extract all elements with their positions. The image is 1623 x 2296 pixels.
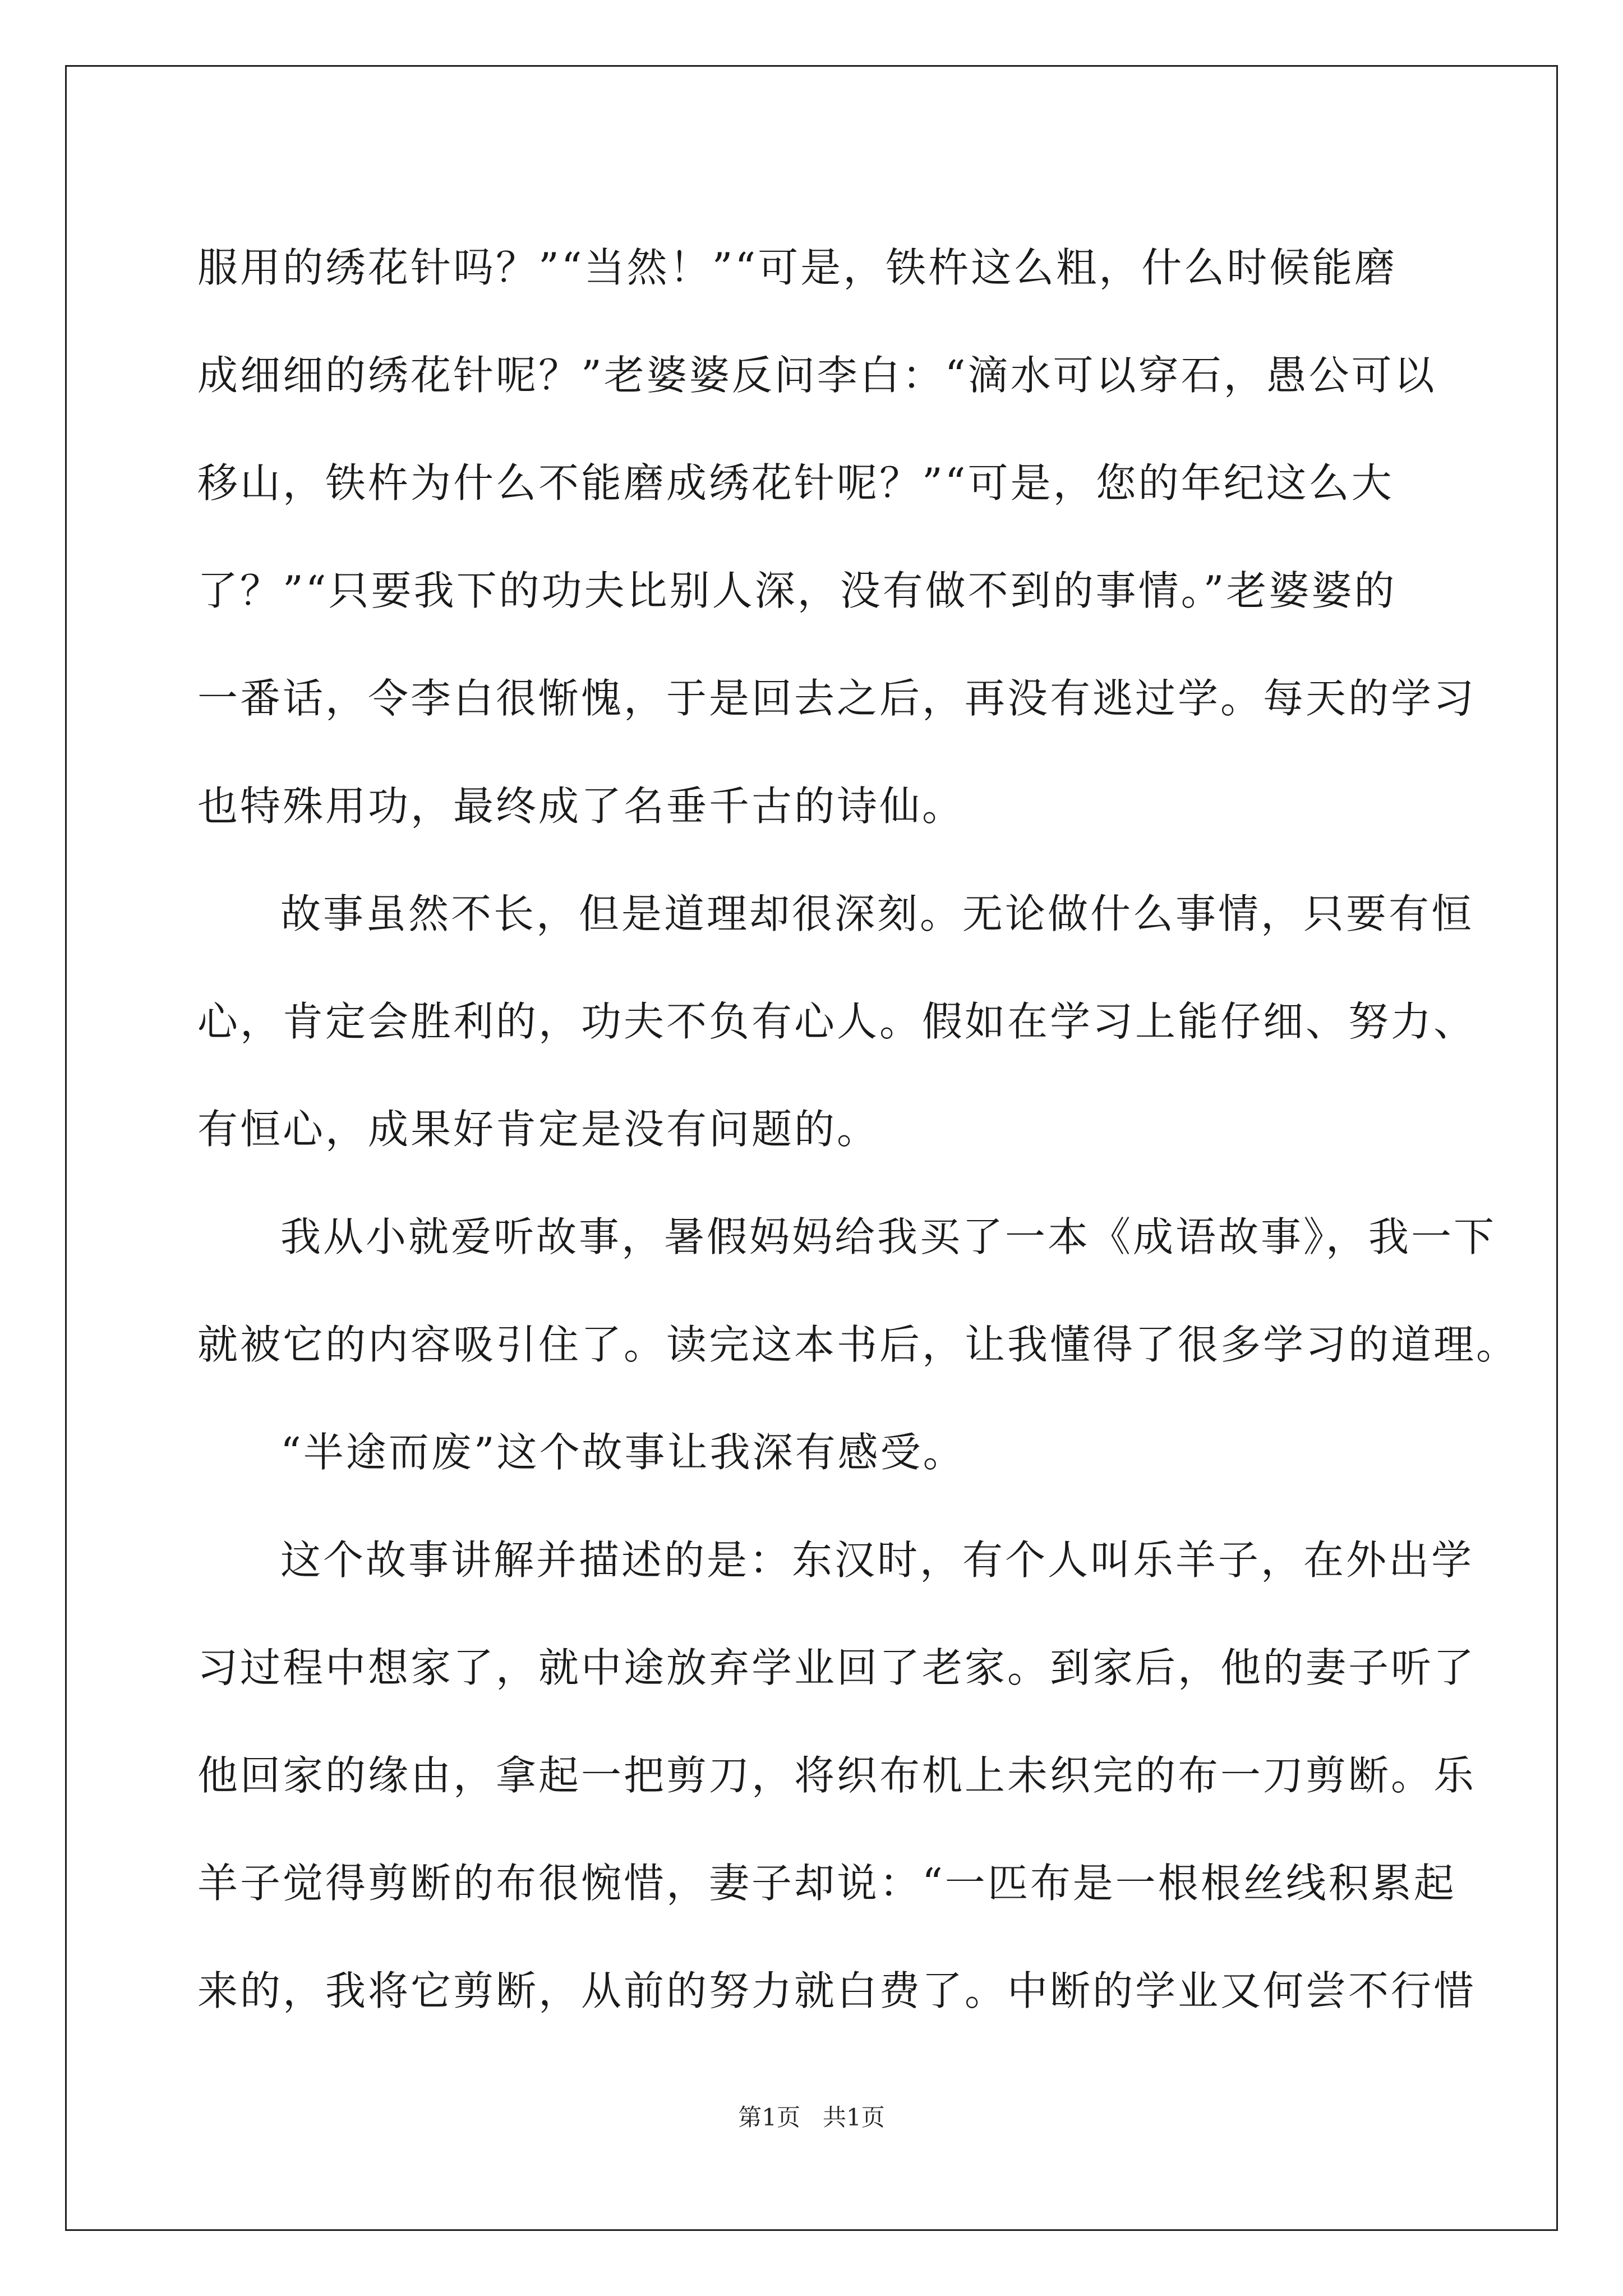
page-footer	[0, 2101, 1623, 2134]
paragraph-first-line: “半途而废”这个故事让我深有感受。	[280, 1429, 966, 1476]
text-line: 移山，铁杵为什么不能磨成绣花针呢？”“可是，您的年纪这么大	[197, 459, 1394, 507]
text-line: 他回家的缘由，拿起一把剪刀，将织布机上未织完的布一刀剪断。乐	[197, 1752, 1477, 1799]
paragraph-first-line: 我从小就爱听故事，暑假妈妈给我买了一本《成语故事》，我一下	[280, 1213, 1497, 1260]
text-line: 了？”“只要我下的功夫比别人深，没有做不到的事情。”老婆婆的	[197, 567, 1397, 614]
document-body	[197, 214, 1519, 2045]
paragraph-first-line: 故事虽然不长，但是道理却很深刻。无论做什么事情，只要有恒	[280, 890, 1474, 937]
text-line: 羊子觉得剪断的布很惋惜，妻子却说：“一匹布是一根根丝线积累起	[197, 1860, 1456, 1907]
text-line: 习过程中想家了，就中途放弃学业回了老家。到家后，他的妻子听了	[197, 1644, 1477, 1691]
text-line: 有恒心，成果好肯定是没有问题的。	[197, 1106, 880, 1153]
text-line: 来的，我将它剪断，从前的努力就白费了。中断的学业又何尝不行惜	[197, 1967, 1477, 2014]
text-line: 服用的绣花针吗？”“当然！”“可是，铁杵这么粗，什么时候能磨	[197, 244, 1398, 291]
page-total: 共1页	[823, 2104, 885, 2131]
text-line: 一番话，令李白很惭愧，于是回去之后，再没有逃过学。每天的学习	[197, 675, 1477, 722]
paragraph-first-line: 这个故事讲解并描述的是：东汉时，有个人叫乐羊子，在外出学	[280, 1536, 1474, 1584]
text-line: 心，肯定会胜利的，功夫不负有心人。假如在学习上能仔细、努力、	[197, 998, 1477, 1045]
text-line: 也特殊用功，最终成了名垂千古的诗仙。	[197, 783, 965, 830]
text-line: 成细细的绣花针呢？”老婆婆反问李白：“滴水可以穿石，愚公可以	[197, 352, 1437, 399]
text-line: 就被它的内容吸引住了。读完这本书后，让我懂得了很多学习的道理。	[197, 1321, 1519, 1368]
page-number: 第1页	[738, 2104, 800, 2131]
